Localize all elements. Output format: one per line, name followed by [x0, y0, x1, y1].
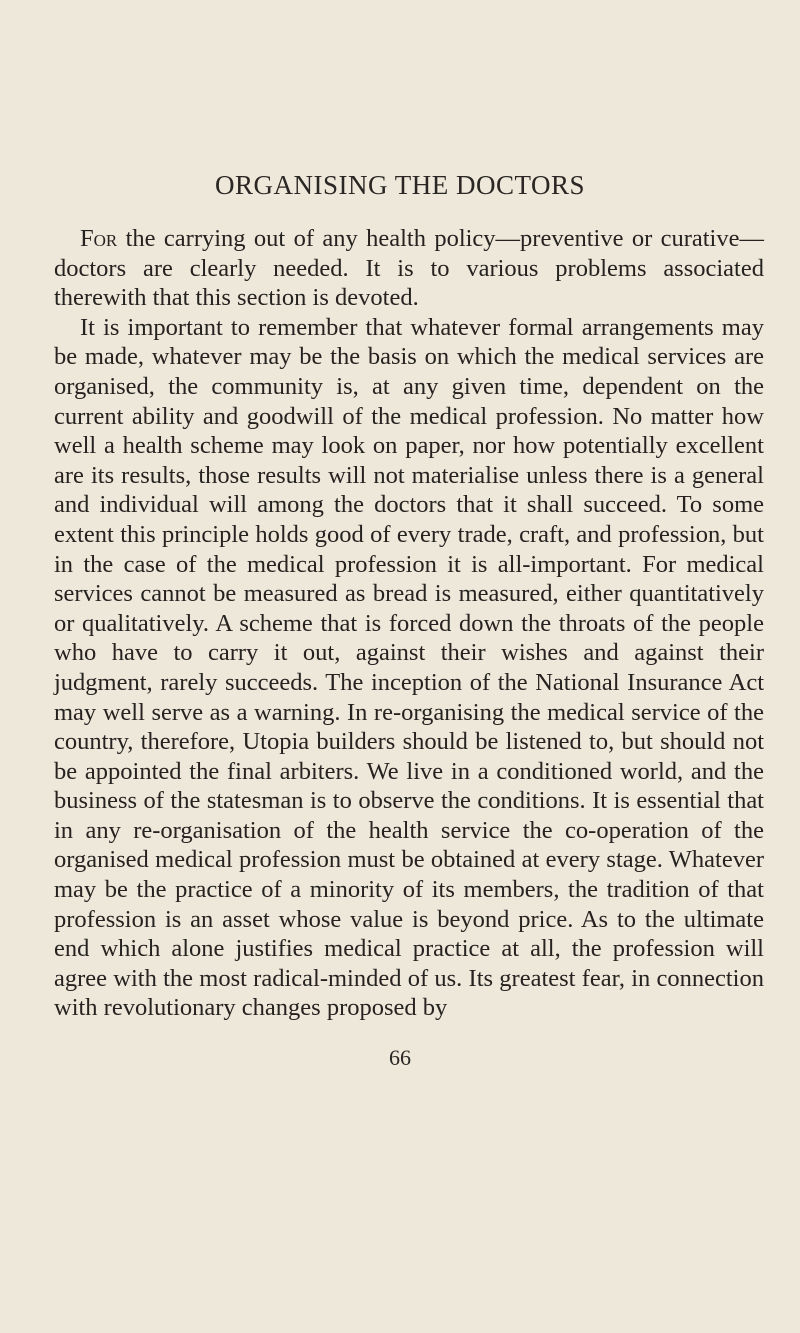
page-number: 66: [389, 1045, 411, 1070]
paragraph-1-lead: For: [80, 225, 118, 252]
paragraph-2-text: It is important to remember that whatever formal arrangements may be made, whatever may be the basis on which the medical services are organised, the community is, at any given time, dependent on the current ability and goodwill of the medical profession. No matter how well a health scheme may look on paper, nor how potentially excellent are its results, those results will not materialise unless there is a general and individual will among the doctors that it shall succeed. To some extent this principle holds good of every trade, craft, and profession, but in the case of the medical profession it is all-important. For medical services cannot be measured as bread is measured, either quantitatively or qualitatively. A scheme that is forced down the throats of the people who have to carry it out, against their wishes and against their judgment, rarely succeeds. The inception of the National Insurance Act may well serve as a warning. In re-organising the medical service of the country, therefore, Utopia builders should be listened to, but should not be appointed the final arbiters. We live in a conditioned world, and the business of the statesman is to observe the conditions. It is essential that in any re-organisation of the health service the co-operation of the organised medical profession must be obtained at every stage. Whatever may be the practice of a minority of its members, the tradition of that profession is an asset whose value is beyond price. As to the ultimate end which alone justifies medical practice at all, the profession will agree with the most radical-minded of us. Its greatest fear, in connection with revolutionary changes proposed by: [54, 313, 764, 1022]
body-text: [54, 224, 764, 1023]
paragraph-1-text: the carrying out of any health policy—preventive or curative—doctors are clearly needed. It is to various problems associated therewith that this section is devoted.: [54, 225, 764, 312]
paragraph-1: [54, 224, 764, 313]
page-heading: ORGANISING THE DOCTORS: [214, 170, 586, 200]
paragraph-2: [54, 313, 764, 1023]
